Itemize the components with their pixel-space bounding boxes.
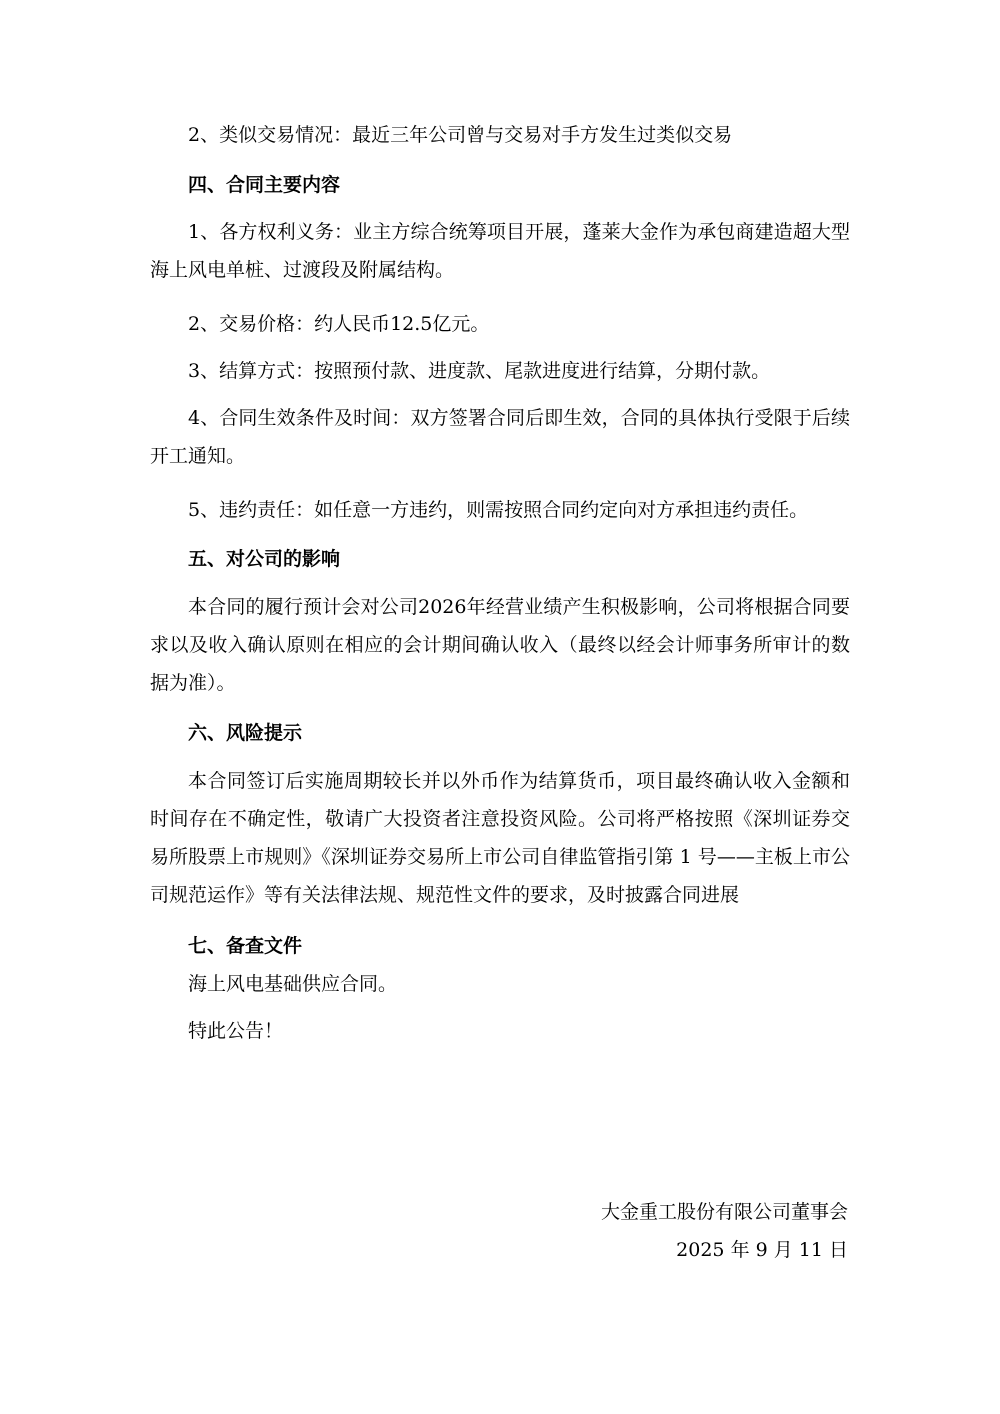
signature-company: 大金重工股份有限公司董事会: [600, 1201, 848, 1223]
section-4-para-2: 2、交易价格：约人民币12.5亿元。: [188, 313, 490, 335]
section-6-heading: 六、风险提示: [188, 722, 303, 744]
section-4-para-1: 1、各方权利义务：业主方综合统筹项目开展，蓬莱大金作为承包商建造超大型海上风电单桩、过渡段及附属结构。: [150, 221, 850, 281]
closing-statement: 特此公告！: [188, 1020, 284, 1042]
section-5-para-1: 本合同的履行预计会对公司2026年经营业绩产生积极影响，公司将根据合同要求以及收入确认原则在相应的会计期间确认收入（最终以经会计师事务所审计的数据为准）。: [150, 596, 850, 694]
section-4-para-5: 5、违约责任：如任意一方违约，则需按照合同约定向对方承担违约责任。: [188, 499, 809, 521]
signature-date: 2025 年 9 月 11 日: [676, 1239, 848, 1261]
section-6-para-1: 本合同签订后实施周期较长并以外币作为结算货币，项目最终确认收入金额和时间存在不确定性，敬请广大投资者注意投资风险。公司将严格按照《深圳证券交易所股票上市规则》《深圳证券交易所上市公司自律监管指引第 1 号——主板上市公司规范运作》等有关法律法规、规范性文件的要求，及时披露合同进展: [150, 770, 850, 906]
section-4-heading: 四、合同主要内容: [188, 174, 341, 196]
section-4-para-3: 3、结算方式：按照预付款、进度款、尾款进度进行结算，分期付款。: [188, 360, 771, 382]
section-7-heading: 七、备查文件: [188, 935, 303, 957]
section-7-para-1: 海上风电基础供应合同。: [188, 973, 398, 995]
section-5-heading: 五、对公司的影响: [188, 548, 341, 570]
section-4-para-4: 4、合同生效条件及时间：双方签署合同后即生效，合同的具体执行受限于后续开工通知。: [150, 407, 850, 467]
para-similar-transactions: 2、类似交易情况：最近三年公司曾与交易对手方发生过类似交易: [188, 124, 733, 146]
